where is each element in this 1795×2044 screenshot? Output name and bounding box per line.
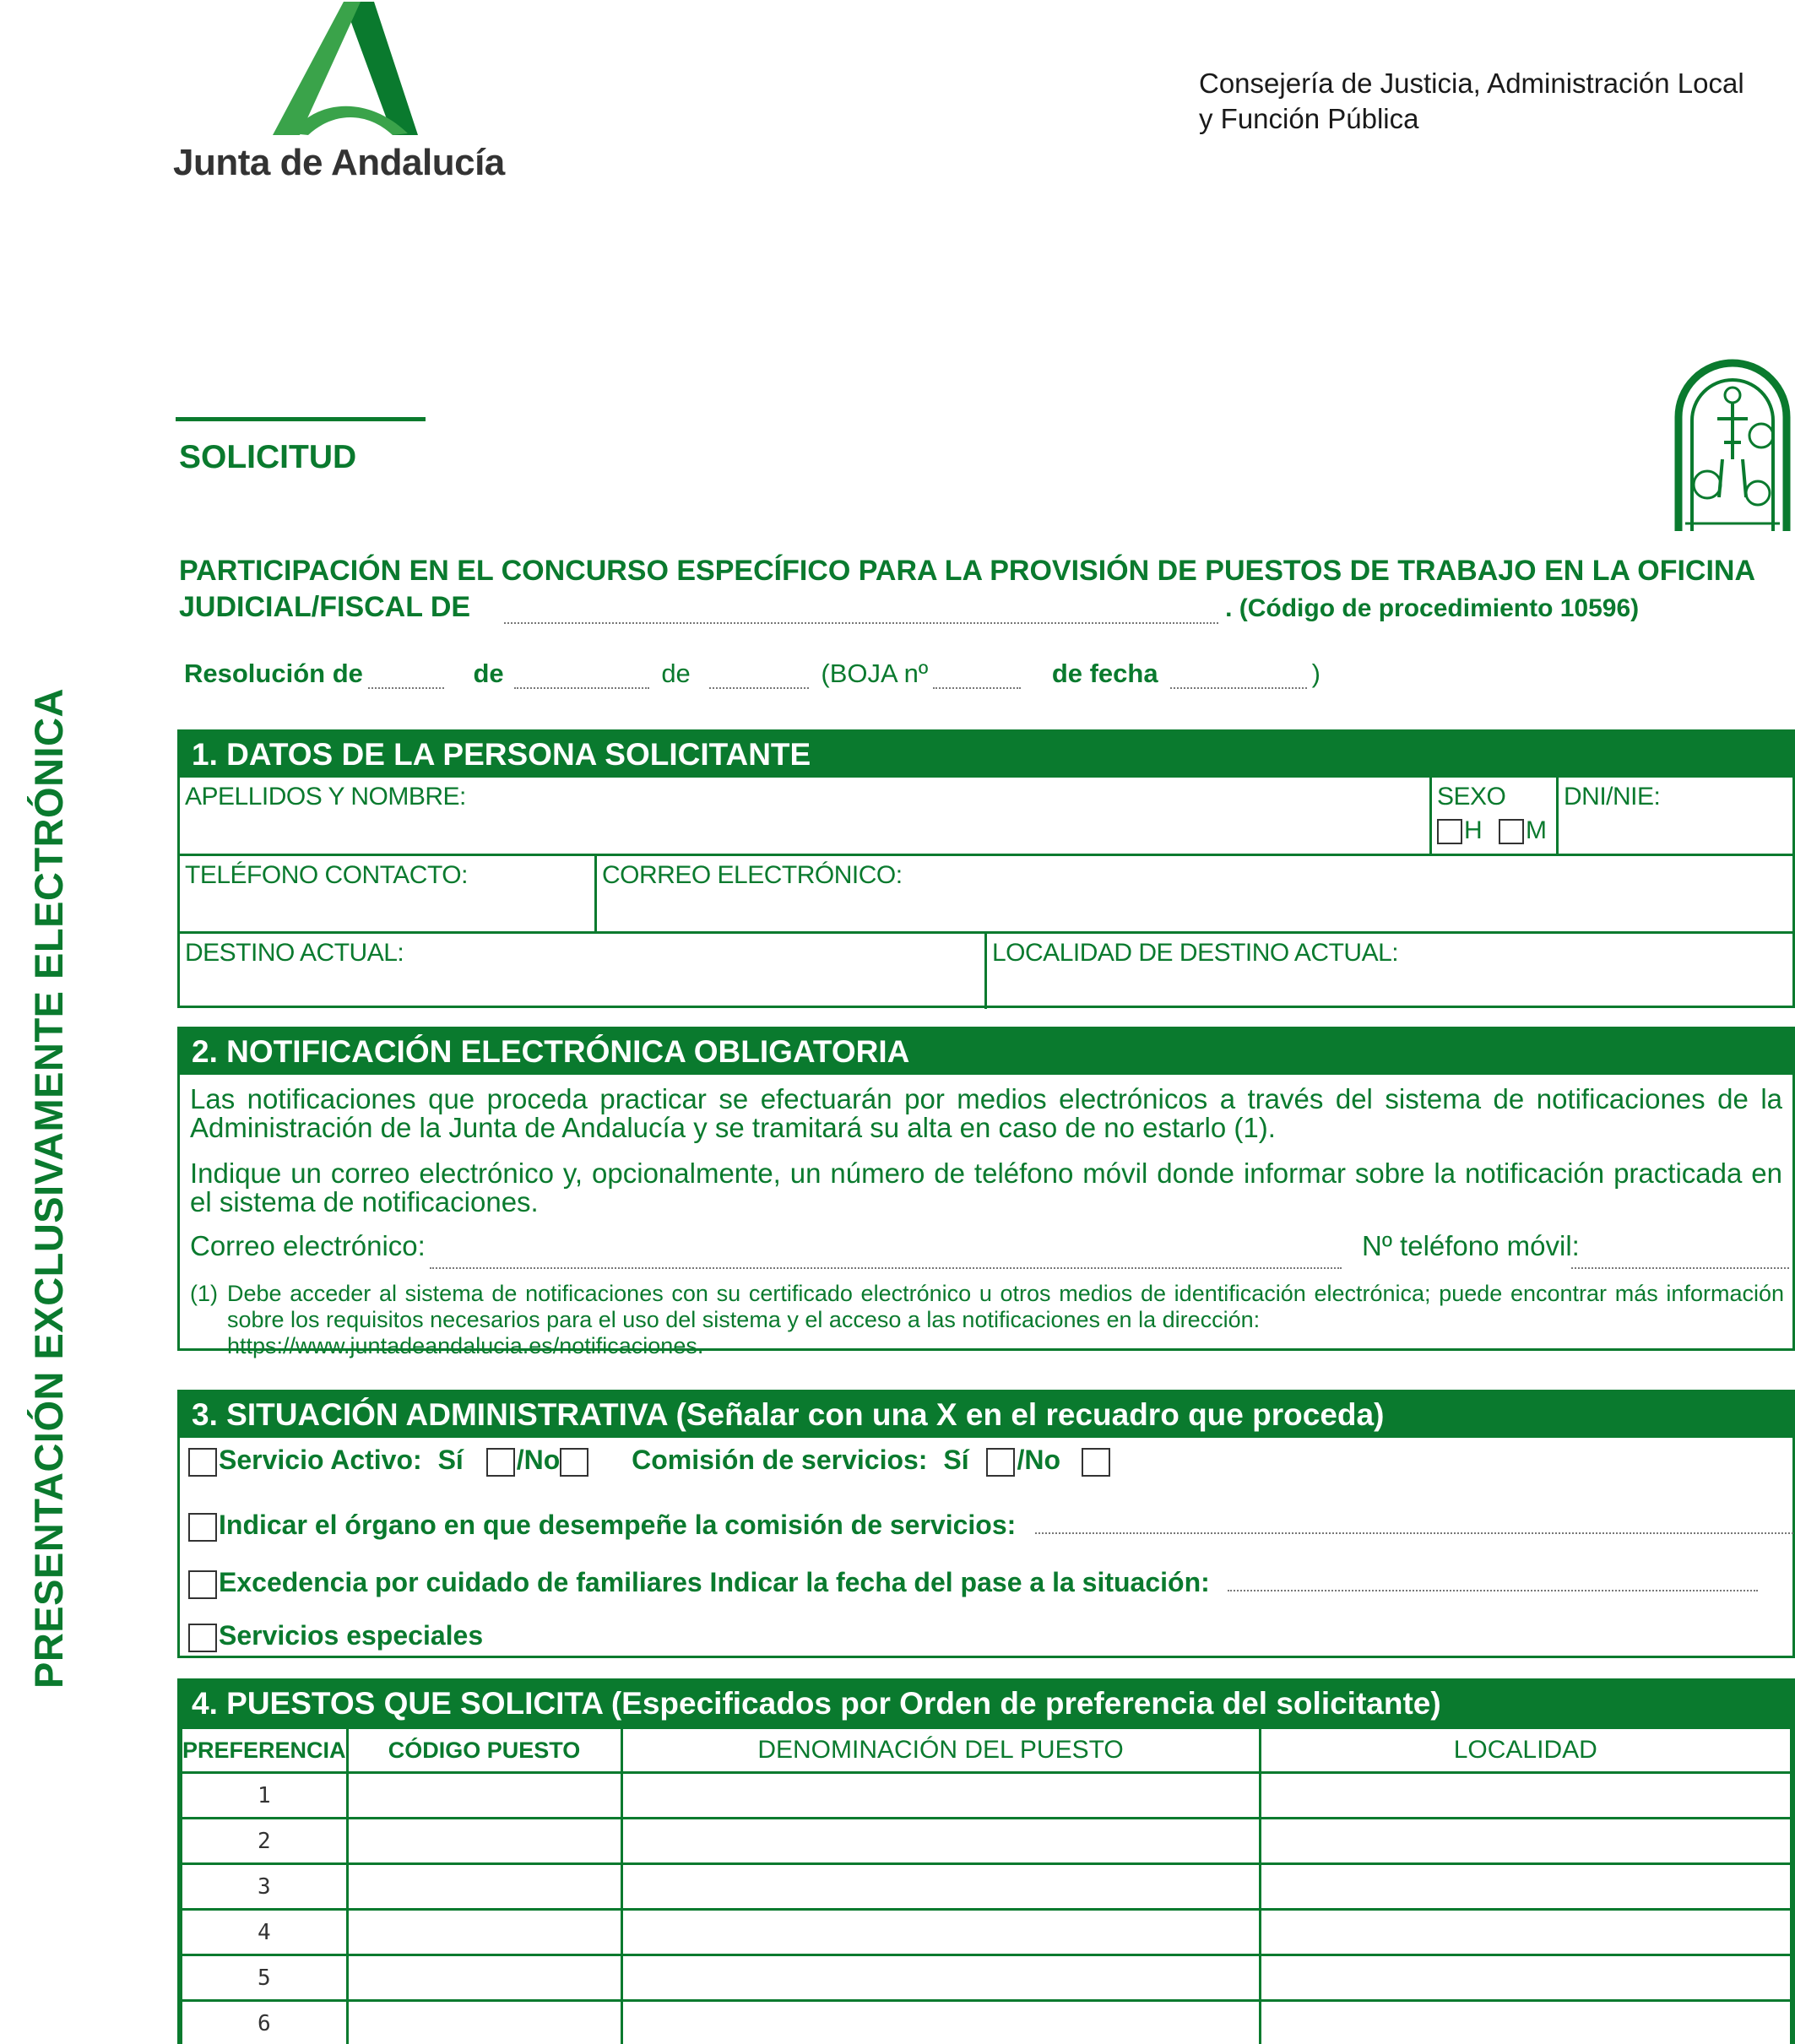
section-datos-solicitante [177, 729, 1795, 1008]
form-type-title: SOLICITUD [179, 439, 357, 475]
preferencia-cell: 4 [182, 1910, 348, 1955]
col-codigo-puesto: CÓDIGO PUESTO [347, 1728, 621, 1773]
preferencia-cell: 6 [182, 2001, 348, 2044]
localidad-cell[interactable] [1260, 1773, 1791, 1819]
preferencia-cell: 5 [182, 1955, 348, 2001]
sexo-label: SEXO [1437, 783, 1506, 811]
oficina-field[interactable] [504, 595, 1218, 624]
denominacion-cell[interactable] [621, 2001, 1260, 2044]
consejeria-line2: y Función Pública [1199, 103, 1419, 134]
resolucion-de-1: de [473, 659, 504, 688]
notificacion-note [180, 1281, 1792, 1359]
section1-heading: 1. DATOS DE LA PERSONA SOLICITANTE [180, 732, 1792, 778]
comision-no-checkbox[interactable] [1082, 1448, 1110, 1477]
section-notificacion [177, 1027, 1795, 1358]
excedencia-date-field[interactable] [1228, 1561, 1758, 1591]
localidad-cell[interactable] [1260, 1819, 1791, 1864]
title-rule [176, 417, 426, 421]
codigo-cell[interactable] [347, 1955, 621, 2001]
localidad-destino-label: LOCALIDAD DE DESTINO ACTUAL: [992, 939, 1399, 967]
table-row [182, 1773, 1792, 1819]
movil-notif-field[interactable] [1571, 1235, 1789, 1269]
logo-text: Junta de Andalucía [173, 142, 505, 183]
apellidos-field[interactable] [180, 778, 1429, 854]
correo-field[interactable] [594, 856, 1792, 931]
sexo-h-checkbox[interactable] [1437, 819, 1462, 844]
resolucion-month-field[interactable] [514, 662, 649, 689]
junta-a-logo-icon [266, 0, 418, 137]
especiales-line [188, 1620, 483, 1652]
sexo-field [1429, 778, 1556, 854]
comision-label: Comisión de servicios: [632, 1445, 928, 1475]
correo-notif-label: Correo electrónico: [190, 1230, 426, 1261]
de-fecha-label: de fecha [1051, 659, 1158, 688]
localidad-cell[interactable] [1260, 2001, 1791, 2044]
boja-label: (BOJA nº [821, 659, 929, 688]
puestos-header-row [182, 1728, 1792, 1773]
preferencia-cell: 2 [182, 1819, 348, 1864]
notificacion-para2: Indique un correo electrónico y, opcionalmente, un número de teléfono móvil donde informar sobre la notificación practicada en el sistema de notificaciones. [190, 1158, 1782, 1217]
comision-no-label: /No [1017, 1445, 1061, 1475]
excedencia-checkbox[interactable] [188, 1570, 217, 1599]
servicio-activo-no-label: /No [516, 1445, 561, 1475]
row-nombre [180, 778, 1792, 854]
apellidos-label: APELLIDOS Y NOMBRE: [185, 783, 466, 811]
servicio-activo-no-checkbox[interactable] [560, 1448, 588, 1477]
section4-heading: 4. PUESTOS QUE SOLICITA (Especificados por Orden de preferencia del solicitante) [180, 1681, 1792, 1727]
destino-field[interactable] [180, 934, 984, 1009]
junta-logo [173, 0, 511, 186]
codigo-cell[interactable] [347, 1819, 621, 1864]
comision-si-label: Sí [943, 1445, 969, 1475]
excedencia-label: Excedencia por cuidado de familiares Indicar la fecha del pase a la situación: [219, 1567, 1210, 1597]
side-vertical-text: PRESENTACIÓN EXCLUSIVAMENTE ELECTRÓNICA [26, 688, 71, 1689]
localidad-destino-field[interactable] [984, 934, 1792, 1009]
denominacion-cell[interactable] [621, 1910, 1260, 1955]
procedure-code: . (Código de procedimiento 10596) [1225, 594, 1640, 622]
main-title-line1: PARTICIPACIÓN EN EL CONCURSO ESPECÍFICO PARA LA PROVISIÓN DE PUESTOS DE TRABAJO EN LA OFICINA [179, 555, 1756, 587]
resolucion-day-field[interactable] [368, 662, 444, 689]
resolucion-line [184, 659, 1320, 689]
note-text: Debe acceder al sistema de notificaciones con su certificado electrónico u otros medios de identificación electrónica; puede encontrar más información sobre los requisitos necesarios para el uso del sistema y el acceso a las notificaciones en la dirección: [227, 1281, 1784, 1332]
telefono-label: TELÉFONO CONTACTO: [185, 861, 468, 889]
contacto-notificacion-line [180, 1225, 1792, 1272]
servicio-activo-checkbox[interactable] [188, 1448, 217, 1477]
consejeria-line1: Consejería de Justicia, Administración Local [1199, 68, 1744, 99]
resolucion-label: Resolución de [184, 659, 363, 688]
title-oficina-label: JUDICIAL/FISCAL DE [179, 591, 471, 623]
dni-field[interactable] [1556, 778, 1792, 854]
codigo-cell[interactable] [347, 1910, 621, 1955]
preferencia-cell: 3 [182, 1864, 348, 1910]
section3-heading: 3. SITUACIÓN ADMINISTRATIVA (Señalar con una X en el recuadro que proceda) [180, 1392, 1792, 1438]
localidad-cell[interactable] [1260, 1864, 1791, 1910]
andalucia-coat-of-arms-icon [1673, 358, 1792, 531]
denominacion-cell[interactable] [621, 1773, 1260, 1819]
organo-field[interactable] [1035, 1504, 1795, 1534]
table-row [182, 1864, 1792, 1910]
sexo-m-label: M [1526, 816, 1547, 844]
denominacion-cell[interactable] [621, 1819, 1260, 1864]
comision-si-checkbox[interactable] [986, 1448, 1015, 1477]
dni-label: DNI/NIE: [1564, 783, 1661, 811]
main-title-line2 [179, 591, 1639, 624]
col-localidad: LOCALIDAD [1260, 1728, 1791, 1773]
especiales-checkbox[interactable] [188, 1624, 217, 1652]
col-preferencia: PREFERENCIA [182, 1728, 348, 1773]
denominacion-cell[interactable] [621, 1955, 1260, 2001]
col-denominacion: DENOMINACIÓN DEL PUESTO [621, 1728, 1260, 1773]
boja-date-field[interactable] [1170, 662, 1307, 689]
denominacion-cell[interactable] [621, 1864, 1260, 1910]
sexo-m-checkbox[interactable] [1499, 819, 1524, 844]
boja-number-field[interactable] [933, 662, 1021, 689]
resolucion-year-field[interactable] [709, 662, 809, 689]
resolucion-close: ) [1311, 659, 1320, 688]
codigo-cell[interactable] [347, 1773, 621, 1819]
organo-line [188, 1504, 1795, 1542]
localidad-cell[interactable] [1260, 1910, 1791, 1955]
servicio-activo-label: Servicio Activo: [219, 1445, 422, 1475]
especiales-label: Servicios especiales [219, 1620, 484, 1651]
section2-heading: 2. NOTIFICACIÓN ELECTRÓNICA OBLIGATORIA [180, 1029, 1792, 1075]
correo-notif-field[interactable] [430, 1235, 1342, 1269]
preferencia-cell: 1 [182, 1773, 348, 1819]
codigo-cell[interactable] [347, 1864, 621, 1910]
movil-notif-label: Nº teléfono móvil: [1362, 1230, 1580, 1261]
table-row [182, 2001, 1792, 2044]
consejeria-name [1199, 66, 1773, 137]
section-puestos [177, 1678, 1795, 2044]
organo-checkbox[interactable] [188, 1513, 217, 1542]
notificacion-para1: Las notificaciones que proceda practicar se efectuarán por medios electrónicos a través del sistema de notificaciones de la Administración de la Junta de Andalucía y se tramitará su alta en caso de no estarlo (1). [190, 1083, 1782, 1143]
puestos-table [180, 1727, 1792, 2044]
servicio-activo-line [188, 1445, 1112, 1477]
localidad-cell[interactable] [1260, 1955, 1791, 2001]
note-url[interactable]: https://www.juntadeandalucia.es/notificaciones. [227, 1333, 704, 1358]
organo-label: Indicar el órgano en que desempeñe la comisión de servicios: [219, 1510, 1017, 1540]
destino-label: DESTINO ACTUAL: [185, 939, 404, 967]
resolucion-de-2: de [661, 659, 691, 688]
table-row [182, 1955, 1792, 2001]
table-row [182, 1819, 1792, 1864]
note-number: (1) [190, 1281, 218, 1306]
section-situacion-administrativa [177, 1390, 1795, 1658]
excedencia-line [188, 1561, 1758, 1599]
codigo-cell[interactable] [347, 2001, 621, 2044]
servicio-activo-si-checkbox[interactable] [486, 1448, 515, 1477]
telefono-field[interactable] [180, 856, 594, 931]
table-row [182, 1910, 1792, 1955]
row-destino [180, 931, 1792, 1009]
correo-label: CORREO ELECTRÓNICO: [602, 861, 903, 889]
servicio-activo-si-label: Sí [437, 1445, 464, 1475]
sexo-h-label: H [1464, 816, 1483, 844]
row-contacto [180, 854, 1792, 931]
